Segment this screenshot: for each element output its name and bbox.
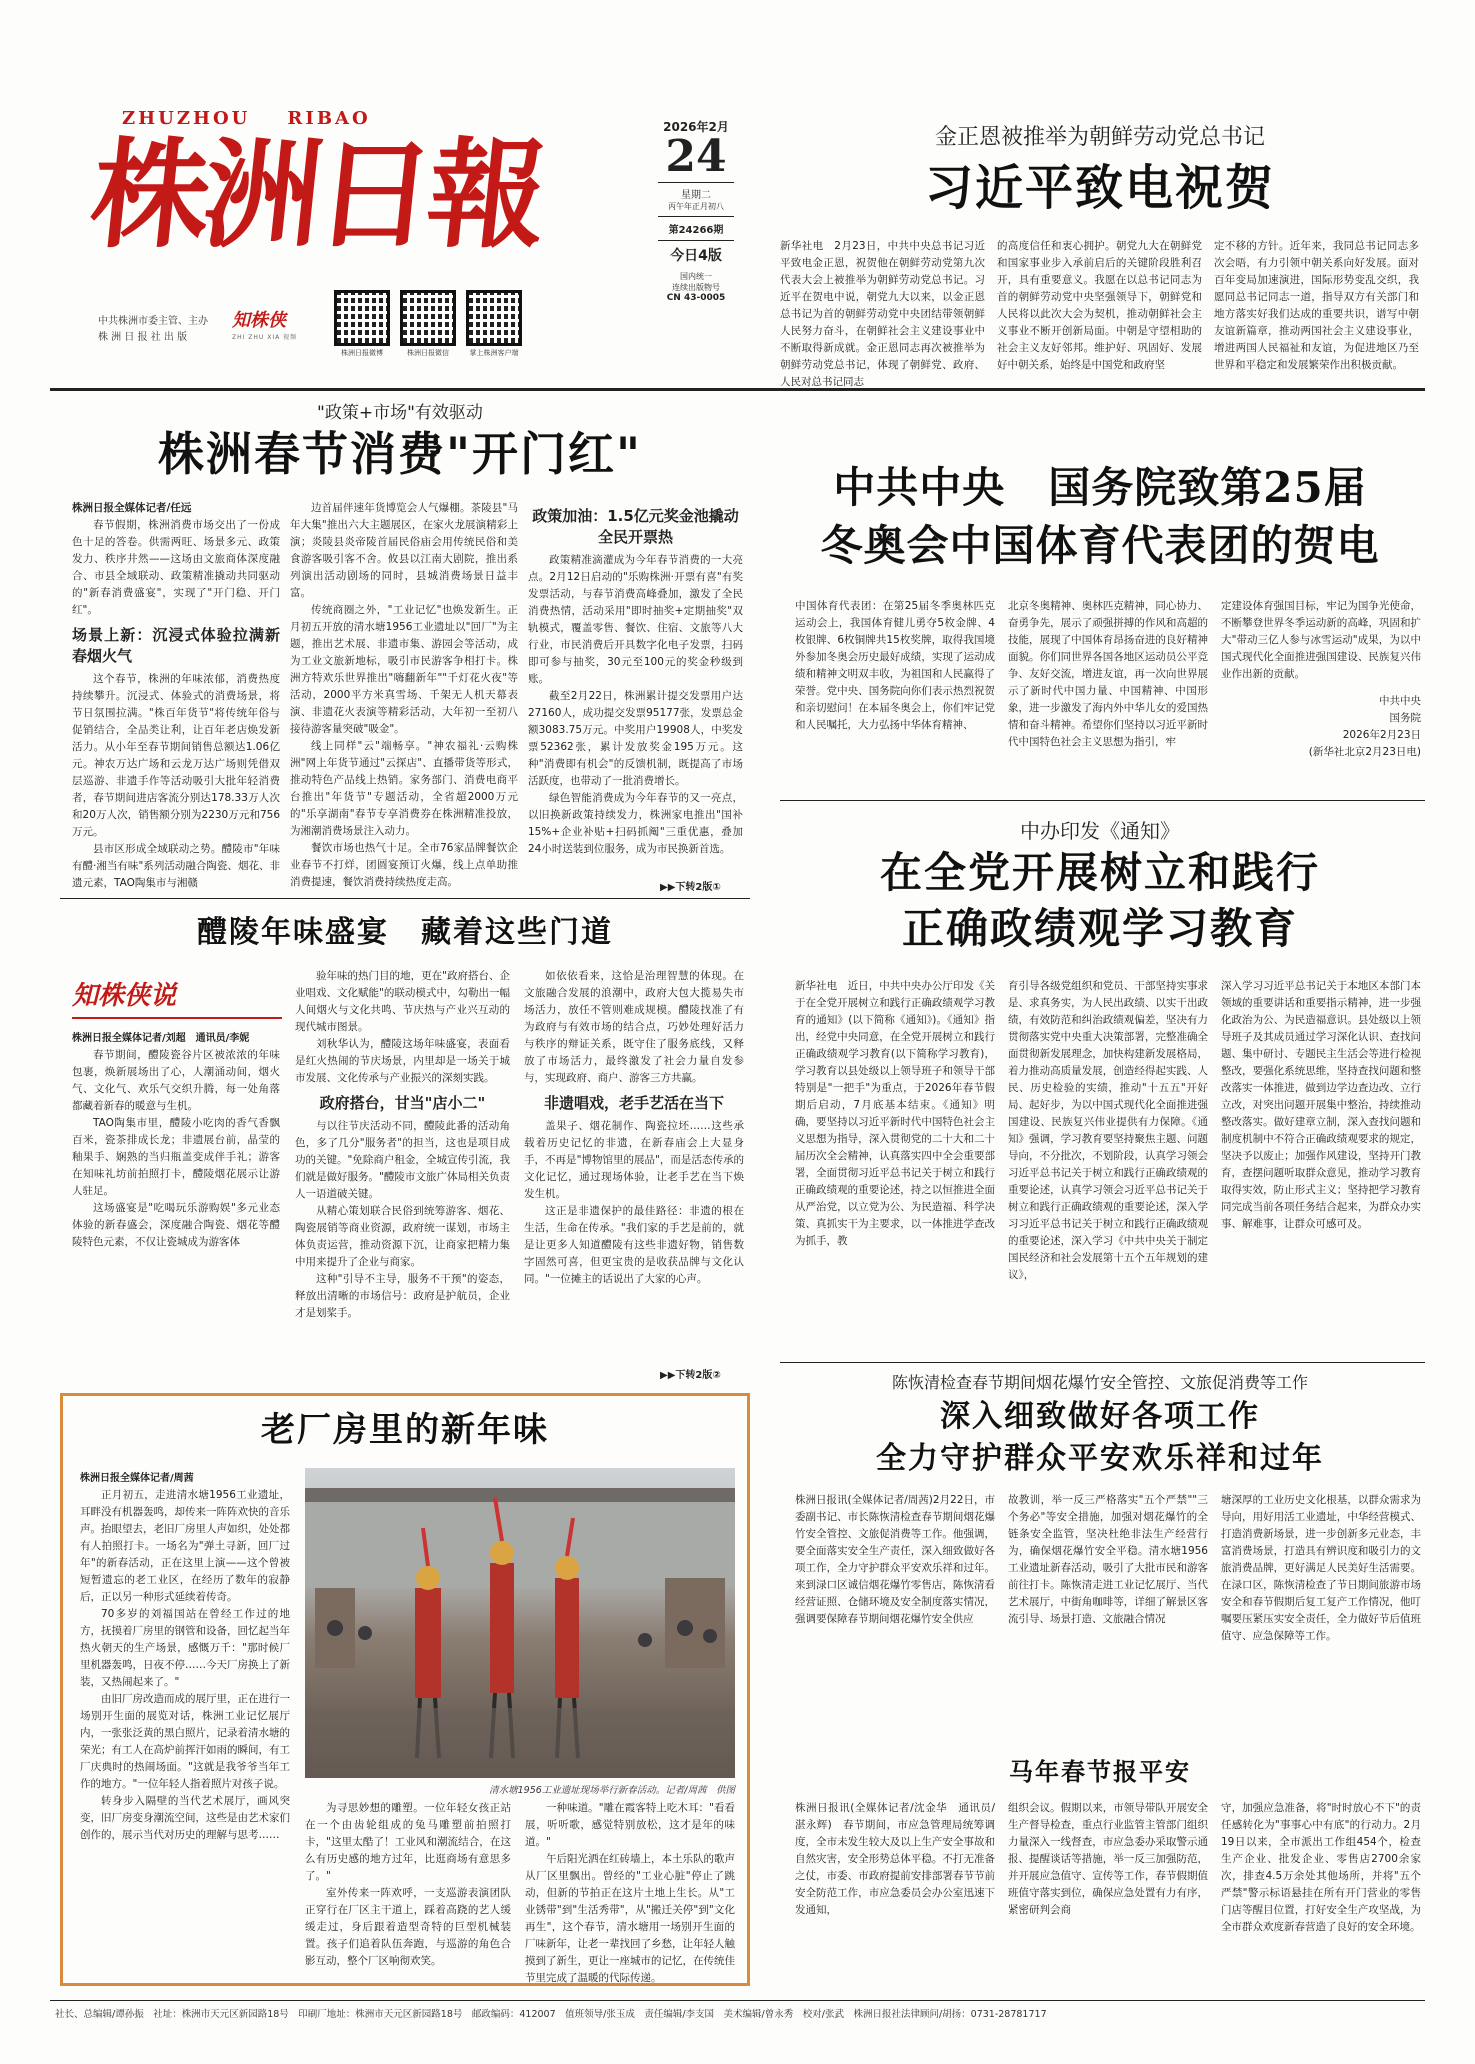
- paragraph: 这场盛宴是"吃喝玩乐游购娱"多元业态体验的新春盛会，深度融合陶瓷、烟花等醴陵特色元素，不仅让瓷城成为游客体: [72, 1202, 280, 1248]
- photo-caption: 清水塘1956工业遗址现场举行新春活动。记者/周茜 供图: [489, 1785, 735, 1796]
- study-col-1: 新华社电 近日，中共中央办公厅印发《关于在全党开展树立和践行正确政绩观学习教育的通知》(以下简称《通知》)。《通知》指出，经党中央同意，在全党开展树立和践行正确政绩观学习教育(以下简称学习教育)，学习教育以县处级以上领导班子和领导干部特别是"一把手"为重点，于2026年春节假期后启动，7月底基本结束。《通知》明确，要坚持以习近平新时代中国特色社会主义思想为指导，深入贯彻党的二十大和二十届历次全会精神，认真落实四中全会重要部署，全面贯彻习近平总书记关于树立和践行正确政绩观的重要论述，持之以恒推进全面从严治党，以立党为公、为民造福、科学决策、真抓实干为主要求，以一体推进学查改为抓手，教: [795, 980, 995, 1247]
- winter-title-2[interactable]: 冬奥会中国体育代表团的贺电: [820, 521, 1380, 570]
- qr-code-icon: [400, 290, 456, 346]
- paragraph: 午后阳光洒在红砖墙上，本土乐队的歌声从厂区里飘出。曾经的"工业心脏"停止了跳动，但新的节拍正在这片土地上生长。从"工业锈带"到"生活秀带"，从"搬迁关停"到"文化再生"，这个春节，清水塘用一场别开生面的厂味新年，让老一辈找回了乡愁，让年轻人触摸到了新生，更让一座城市的记忆，在传统佳节里完成了温暖的代际传递。: [525, 1853, 735, 1984]
- banner-text: 知株侠说: [72, 981, 177, 1011]
- qr-label: 株洲日报微信: [407, 349, 449, 357]
- divider: [50, 2000, 1425, 2001]
- cn-line-1: 国内统一: [680, 272, 712, 281]
- masthead-logo: 株洲日報: [84, 125, 548, 264]
- liling-title[interactable]: 醴陵年味盛宴 藏着这些门道: [197, 915, 613, 950]
- qr-label: 掌上株洲客户端: [469, 349, 519, 357]
- horse-col-2: 组织会议。假期以来，市领导带队开展安全生产督导检查，重点行业监管主管部门组织力量深入一线督查，市应急委办采取警示通报、提醒谈话等措施，举一反三加强防范，并开展应急值守、宣传等工作，春节假期值班值守落实到位，确保应急处置有力有序，紧密研判会商: [1008, 1802, 1208, 1916]
- paragraph: 这个春节，株洲的年味浓郁，消费热度持续攀升。沉浸式、体验式的消费场景，将节日氛围拉满。"株百年货节"将传统年俗与促销结合，全品类让利，让百年老店焕发新活力。从小年至春节期间销售总额达1.06亿元。神农万达广场和云龙万达广场则凭借双层巡游、非遗手作等活动吸引大批年轻消费者，春节期间进店客流分别达178.33万人次和20万人次，销售额分别为2230万元和756万元。: [72, 673, 280, 838]
- study-col-3: 深入学习习近平总书记关于本地区本部门本领域的重要讲话和重要指示精神，进一步强化政治为公、为民造福意识。县处级以上领导班子及其成员通过学习深化认识、查找问题、集中研讨、专题民主生活会等进行检视整改，要强化系统思维，坚持查找问题和整改落实一体推进，做到边学边查边改、立行立改，对突出问题开展集中整治，持续推动整改落实。做好建章立制，深入查找问题和制度机制中不符合正确政绩观要求的规定，坚决予以废止；加强作风建设，坚持开门教育，查摆问题听取群众意见，推动学习教育取得实效，防止形式主义；坚持把学习教育同完成当前各项任务结合起来，为群众办实事、解难事，让群众可感可及。: [1221, 980, 1421, 1230]
- safety-title-1[interactable]: 深入细致做好各项工作: [940, 1399, 1260, 1434]
- byline: 株洲日报全媒体记者/任远: [72, 502, 192, 514]
- subheading: 场景上新：沉浸式体验拉满新春烟火气: [72, 626, 280, 665]
- paragraph: 这种"引导不主导，服务不干预"的姿态，释放出清晰的市场信号：政府是护航员，企业才是划桨手。: [295, 1273, 510, 1319]
- paragraph: 绿色智能消费成为今年春节的又一亮点，以旧换新政策持续发力，株洲家电推出"国补15%+企业补贴+扫码抓阄"三重优惠，叠加24小时送装到位服务，成为市民换新首选。: [528, 792, 743, 855]
- issue-number: 第24266期: [668, 225, 724, 236]
- consume-title[interactable]: 株洲春节消费"开门红": [158, 427, 642, 481]
- safety-kicker: 陈恢清检查春节期间烟花爆竹安全管控、文旅促消费等工作: [891, 1373, 1308, 1392]
- masthead-pinyin: ZHUZHOU RIBAO: [122, 108, 371, 129]
- zhizhuxia-logo[interactable]: [232, 306, 320, 342]
- paragraph: 餐饮市场也热气十足。全市76家品牌餐饮企业春节不打烊，团圆宴预订火爆，线上点单助推消费提速，餐饮消费持续热度走高。: [290, 842, 518, 888]
- date-day: 24: [665, 131, 727, 182]
- qr-code-icon: [334, 290, 390, 346]
- horse-col-1: 株洲日报讯(全媒体记者/沈金华 通讯员/湛永辉) 春节期间，市应急管理局统筹调度，全市未发生较大及以上生产安全事故和自然灾害，安全形势总体平稳。不打无准备之仗，市委、市政府提前安排部署春节节前安全防范工作，市应急委员会办公室迅速下发通知，: [795, 1802, 995, 1916]
- lead-col-2: 的高度信任和衷心拥护。朝党九大在朝鲜党和国家事业步入承前启后的关键阶段胜利召开，具有重要意义。我愿在以总书记同志为首的朝鲜劳动党中央坚强领导下，朝鲜党和人民将以此次大会为契机，推动朝鲜社会主义事业不断开创新局面。中朝是守望相助的社会主义友好邻邦。维护好、巩固好、发展好中朝关系，始终是中国党和政府坚: [997, 240, 1202, 371]
- paragraph: 春节期间，醴陵瓷谷片区被浓浓的年味包裹，焕新展场出了心，人潮涌动间，烟火气、文化气、欢乐气交织升腾，每一处角落都藏着新春的暖意与生机。: [72, 1049, 280, 1112]
- factory-col-2: [305, 1800, 511, 1975]
- byline: 株洲日报全媒体记者/周茜: [80, 1473, 194, 1484]
- subheading: 非遗唱戏，老手艺活在当下: [543, 1094, 724, 1112]
- paragraph: 截至2月22日，株洲累计提交发票用户达27160人，成功提交发票95177张，发票总金额3083.75万元。中奖用户19908人，中奖发票52362张，累计发放奖金195万元。这种"消费即有机会"的反馈机制，既提高了市场活跃度，也带动了一批消费增长。: [528, 690, 743, 787]
- liling-col-3: [524, 968, 744, 1360]
- paragraph: 如依依看来，这恰是治理智慧的体现。在文旅融合发展的浪潮中，政府大包大揽易失市场活力，放任不管则难成规模。醴陵找准了有为政府与有效市场的结合点，巧妙处理好活力与秩序的辩证关系，既守住了服务底线，又释放了市场活力，最终激发了社会力量自发参与，实现政府、商户、游客三方共赢。: [524, 970, 744, 1084]
- winter-col-3: [1221, 598, 1421, 773]
- paragraph: 与以往节庆活动不同，醴陵此番的活动角色，多了几分"服务者"的担当，这也是项目成功的关键。"免除商户租金，全城宣传引流，我们就是做好服务。"醴陵市文旅广体局相关负责人一语道破关键。: [295, 1120, 510, 1200]
- horse-title[interactable]: 马年春节报平安: [1009, 1757, 1191, 1786]
- paragraph: 验年味的热门目的地，更在"政府搭台、企业唱戏、文化赋能"的联动模式中，勾勒出一幅人间烟火与文化共鸣、节庆热与产业兴互动的现代城市图景。: [295, 970, 510, 1033]
- paragraph: 正月初五，走进清水塘1956工业遗址，耳畔没有机器轰鸣，却传来一阵阵欢快的音乐声。抬眼望去，老旧厂房里人声如织，处处都有人拍照打卡。一场名为"弹土寻新，回厂过年"的新春活动，正在这里上演——这个曾被短暂遗忘的老工业区，在经历了数年的寂静后，正以另一种形式延续着传奇。: [80, 1489, 290, 1603]
- paragraph: 线上同样"云"端畅享。"神农福礼·云购株洲"网上年货节通过"云探店"、直播带货等形式，推动特色产品线上热销。家务部门、消费电商平台推出"年货节"专题活动，全省超2000万元的"乐享湖南"春节专享消费券在株洲精准投放，为湘潮消费场景注入动力。: [290, 740, 518, 837]
- masthead: [50, 22, 590, 368]
- org-line-1: 中共株洲市委主管、主办: [98, 316, 208, 327]
- subheading: 政策加油：1.5亿元奖金池撬动全民开票热: [532, 507, 739, 546]
- lead-col-1: 新华社电 2月23日，中共中央总书记习近平致电金正恩，祝贺他在朝鲜劳动党第九次代表大会上被推举为朝鲜劳动党总书记。习近平在贺电中说，朝党九大以来，以金正恩总书记为首的朝鲜劳动党中央团结带领朝鲜人民努力奋斗，在朝鲜社会主义建设事业中不断取得新成就。金正恩同志再次被推举为朝鲜劳动党总书记，体现了朝鲜党、政府、人民对总书记同志: [780, 240, 985, 388]
- consume-col-2: [290, 500, 518, 888]
- paragraph: 从精心策划联合民俗到统筹游客、烟花、陶瓷展销等商业资源，政府统一谋划，市场主体负责运营，推动资源下沉，让商家把精力集中用来提升了企业与商家。: [295, 1205, 510, 1268]
- winter-col-1: 中国体育代表团：在第25届冬季奥林匹克运动会上，我国体育健儿勇夺5枚金牌、4枚银牌、6枚铜牌共15枚奖牌，取得我国境外参加冬奥会历史最好成绩，实现了运动成绩和精神文明双丰收，为祖国和人民赢得了荣誉。党中央、国务院向你们表示热烈祝贺和亲切慰问！在本届冬奥会上，你们牢记党和人民嘱托，大力弘扬中华体育精神、: [795, 600, 995, 731]
- lead-title[interactable]: 习近平致电祝贺: [924, 160, 1275, 216]
- paragraph: TAO陶集市里，醴陵小吃肉的香气香飘百米，瓷茶排成长龙；非遗展台前，晶莹的釉果手、娴熟的当归瓶盖变成伴手礼；游客在知味礼坊前拍照打卡，醴陵烟花展示让游人驻足。: [72, 1117, 280, 1197]
- paragraph: 春节假期，株洲消费市场交出了一份成色十足的答卷。供需两旺、场景多元、政策发力、秩序井然——这场由文旅商体深度融合、市县全域联动、政策精准撬动共同驱动的"新春消费盛宴"，实现了"开门稳、开门红"。: [72, 519, 280, 616]
- divider: [50, 388, 1425, 391]
- factory-title[interactable]: 老厂房里的新年味: [261, 1410, 549, 1450]
- zhizhuxia-label: 知株侠: [232, 310, 286, 331]
- continued-link[interactable]: ▶▶下转2版②: [660, 1370, 721, 1381]
- divider: [780, 800, 1425, 801]
- paragraph: 传统商圈之外，"工业记忆"也焕发新生。正月初五开放的清水塘1956工业遗址以"回厂"为主题，推出艺术展、非遗市集、游园会等活动，成为工业文旅新地标，吸引市民游客争相打卡。株洲方特欢乐世界推出"嗨翻新年""千灯花火夜"等活动，2000平方米真雪场、千架无人机天幕表演、非遗花火表演等精彩活动，大年初一至初八接待游客量突破"吸金"。: [290, 604, 518, 735]
- lead-col-3: 定不移的方针。近年来，我同总书记同志多次会晤，有力引领中朝关系向好发展。面对百年变局加速演进，国际形势变乱交织，我愿同总书记同志一道，指导双方有关部门和地方落实好我们达成的重要共识，谱写中朝友谊新篇章，推动两国社会主义建设事业，增进两国人民福祉和友谊，为促进地区乃至世界和平稳定和发展繁荣作出积极贡献。: [1214, 240, 1419, 371]
- liling-col-1: [72, 1030, 280, 1365]
- cn-line-2: 连续出版物号: [672, 283, 720, 292]
- consume-col-1: [72, 500, 280, 889]
- study-title-1[interactable]: 在全党开展树立和践行: [879, 848, 1320, 897]
- date-lunar: 丙午年正月初八: [668, 202, 724, 211]
- safety-title-2[interactable]: 全力守护群众平安欢乐祥和过年: [876, 1441, 1324, 1476]
- divider: [60, 898, 750, 899]
- qr-wechat[interactable]: [400, 290, 456, 358]
- qr-code-icon: [466, 290, 522, 346]
- paragraph: 县市区形成全域联动之势。醴陵市"年味有醴·湘当有味"系列活动融合陶瓷、烟花、非遗元素，TAO陶集市与湘赣: [72, 843, 280, 889]
- page-count: 今日4版: [670, 248, 722, 264]
- consume-kicker: "政策+市场"有效驱动: [317, 403, 483, 423]
- date-block: [650, 118, 742, 338]
- winter-col-2: 北京冬奥精神、奥林匹克精神，同心协力、奋勇争先，展示了顽强拼搏的作风和高超的技能，展现了中国体育昂扬奋进的良好精神面貌。你们同世界各国各地区运动员公平竞争、友好交流，增进友谊，再一次向世界展示了新时代中国力量、中国精神、中国形象，进一步激发了海内外中华儿女的爱国热情和奋斗精神。希望你们坚持以习近平新时代中国特色社会主义思想为指引，牢: [1008, 600, 1208, 748]
- horse-col-3: 守，加强应急准备，将"时时放心不下"的责任感转化为"事事心中有底"的行动力。2月19日以来，全市派出工作组454个，检查生产企业、批发企业、零售店2700余家次，排查4.5万余处其他场所，并将"五个严禁"警示标语悬挂在所有开门营业的零售门店等醒目位置，打好安全生产攻坚战，为全市群众欢度新春营造了良好的安全环境。: [1221, 1802, 1421, 1933]
- safety-col-2: 故教训，举一反三严格落实"五个严禁""三个务必"等安全措施，加强对烟花爆竹的全链条安全监管，坚决杜绝非法生产经营行为，确保烟花爆竹安全平稳。清水塘1956工业遗址新春活动，吸引了大批市民和游客前往打卡。陈恢清走进工业记忆展厅、当代艺术展厅，中街角咖啡等，详细了解景区客流引导、场景打造、文旅融合情况: [1008, 1494, 1208, 1625]
- study-col-2: 育引导各级党组织和党员、干部坚持实事求是、求真务实，为人民出政绩、以实干出政绩，有效防范和纠治政绩观偏差，坚决有力贯彻落实党中央重大决策部署，完整准确全面贯彻新发展理念，加快构建新发展格局，着力推动高质量发展，创造经得起实践、人民、历史检验的实绩，推动"十五五"开好局、起好步，为以中国式现代化全面推进强国建设、民族复兴伟业提供有力保障。《通知》强调，学习教育要坚持聚焦主题、问题导向，不分批次，不划阶段，认真学习领会习近平总书记关于树立和践行正确政绩观的重要论述，认真学习领会习近平总书记关于树立和践行正确政绩观的重要论述，深入学习习近平总书记关于树立和践行正确政绩观的重要论述，深入学习《中共中央关于制定国民经济和社会发展第十五个五年规划的建议》，: [1008, 980, 1208, 1281]
- divider: [780, 1362, 1425, 1363]
- paragraph: 政策精准滴灌成为今年春节消费的一大亮点。2月12日启动的"乐购株洲·开票有喜"有奖发票活动，与春节消费高峰叠加，激发了全民消费热情，活动采用"即时抽奖+定期抽奖"双轨模式，覆盖零售、餐饮、住宿、文旅等八大行业，市民消费后开具数字化电子发票，扫码即可参与抽奖，30元至100元的奖金秒级到账。: [528, 554, 743, 685]
- consume-col-3: [528, 500, 743, 875]
- sign-date: 2026年2月23日: [1342, 729, 1421, 741]
- safety-col-3: 塘深厚的工业历史文化根基，以群众需求为导向，用好用活工业遗址，中华经营模式、打造消费新场景，进一步创新多元业态，丰富消费场景，打造具有辨识度和吸引力的文旅消费品牌，更好满足人民美好生活需要。在渌口区，陈恢清检查了节日期间旅游市场安全和春节假期后复工复产工作情况，他叮嘱要压紧压实安全责任，全力做好节后值班值守、应急保障等工作。: [1221, 1494, 1421, 1642]
- factory-col-3: [525, 1800, 735, 1984]
- paragraph: 定建设体育强国目标，牢记为国争光使命，不断攀登世界冬季运动新的高峰，巩固和扩大"带动三亿人参与冰雪运动"成果，为以中国式现代化全面推进强国建设、民族复兴伟业作出新的贡献。: [1221, 600, 1421, 680]
- date-weekday: 星期二: [681, 190, 711, 201]
- continued-link[interactable]: ▶▶下转2版①: [660, 882, 721, 893]
- paragraph: 转身步入隔壁的当代艺术展厅，画风突变，旧厂房变身潮流空间，这些是由艺术家们创作的，展示当代对历史的理解与思考……: [80, 1795, 290, 1841]
- org-line-2: 株 洲 日 报 社 出 版: [98, 332, 188, 343]
- zhizhuxia-banner: [72, 975, 282, 1019]
- lead-kicker: 金正恩被推举为朝鲜劳动党总书记: [934, 125, 1265, 150]
- study-kicker: 中办印发《通知》: [1020, 819, 1180, 843]
- sign-source: (新华社北京2月23日电): [1308, 746, 1421, 758]
- footer-info: 社长、总编辑/谭孙振 社址：株洲市天元区新园路18号 印刷厂地址：株洲市天元区新园路18号 邮政编码：412007 值班领导/张玉成 责任编辑/李支国 美术编辑/曾永秀 校对/张武 株洲日报社法律顾问/胡扬：0731-28781717: [55, 2009, 1047, 2020]
- factory-col-1: [80, 1470, 290, 1975]
- paragraph: 室外传来一阵欢呼，一支巡游表演团队正穿行在厂区主干道上，踩着高跷的艺人缓缓走过，身后跟着造型奇特的巨型机械装置。孩子们追着队伍奔跑，与巡游的角色合影互动，整个厂区响彻欢笑。: [305, 1887, 511, 1967]
- qr-app[interactable]: [466, 290, 522, 358]
- sign-org-1: 中共中央: [1379, 695, 1421, 707]
- winter-title-1[interactable]: 中共中央 国务院致第25届: [833, 463, 1367, 512]
- paragraph: 盖果子、烟花制作、陶瓷拉坯……这些承载着历史记忆的非遗，在新春庙会上大显身手，不再是"博物馆里的展品"，而是活态传承的文化记忆，通过现场体验，让老手艺在当下焕发生机。: [524, 1120, 744, 1200]
- safety-col-1: 株洲日报讯(全媒体记者/周茜)2月22日，市委副书记、市长陈恢清检查春节期间烟花爆竹安全管控、文旅促消费等工作。他强调，要全面落实安全生产责任，深入细致做好各项工作，全力守护群众平安欢乐祥和过年。来到渌口区诚信烟花爆竹零售店，陈恢清看经营证照、仓储环境及安全制度落实情况，强调要保障春节期间烟花爆竹安全供应: [795, 1494, 995, 1625]
- paragraph: 由旧厂房改造而成的展厅里，正在进行一场别开生面的展览对话，株洲工业记忆展厅内，一张张泛黄的黑白照片，记录着清水塘的荣光；有工人在高炉前挥汗如雨的瞬间，有工厂庆典时的热闹场面。"这就是我爷爷当年工作的地方。"一位年轻人指着照片对孩子说。: [80, 1693, 290, 1790]
- qr-weibo[interactable]: [334, 290, 390, 358]
- paragraph: 一种味道。"雕在霞客特上吃木耳："看看展，听听歌，感觉特别放松，这才是年的味道。": [525, 1802, 735, 1848]
- festival-photo[interactable]: [305, 1468, 735, 1778]
- zhizhuxia-pinyin: ZHI ZHU XIA 视频: [232, 334, 298, 341]
- liling-col-2: [295, 968, 510, 1368]
- date-year-month: 2026年2月: [663, 120, 729, 134]
- qr-label: 株洲日报微博: [341, 349, 383, 357]
- paragraph: 为寻思妙想的雕塑。一位年轻女孩正站在一个由齿轮组成的兔马雕塑前拍照打卡，"这里太酷了！工业风和潮流结合，在这么有历史感的地方过年，比逛商场有意思多了。": [305, 1802, 511, 1882]
- paragraph: 刘秋华认为，醴陵这场年味盛宴，表面看是红火热闹的节庆场景，内里却是一场关于城市发展、文化传承与产业振兴的深刻实践。: [295, 1038, 510, 1084]
- paragraph: 边首届伴速年货博览会人气爆棚。茶陵县"马年大集"推出六大主题展区，在家火龙展演精彩上演；炎陵县炎帝陵首届民俗庙会用传统民俗和美食游客吸引客不舍。攸县以江南大剧院，推出系列演出活动剧场的同时，县城消费场景日益丰富。: [290, 502, 518, 599]
- cn-line-3: CN 43-0005: [666, 293, 726, 303]
- subheading: 政府搭台，甘当"店小二": [319, 1094, 486, 1112]
- study-title-2[interactable]: 正确政绩观学习教育: [901, 904, 1298, 953]
- photo-illustration: [305, 1468, 735, 1778]
- byline: 株洲日报全媒体记者/刘超 通讯员/李妮: [72, 1033, 250, 1044]
- paragraph: 70多岁的刘福国站在曾经工作过的地方，抚摸着厂房里的钢管和设备，回忆起当年热火朝天的生产场景，感慨万千："那时候厂里机器轰鸣，日夜不停……今天厂房换上了新装，又热闹起来了。": [80, 1608, 290, 1688]
- sign-org-2: 国务院: [1389, 712, 1421, 724]
- paragraph: 这正是非遗保护的最佳路径：非遗的根在生活，生命在传承。"我们家的手艺是前的，就是让更多人知道醴陵有这些非遗好物，销售数字固然可喜，但更宝贵的是收获品牌与文化认同。"一位摊主的话说出了大家的心声。: [524, 1205, 744, 1285]
